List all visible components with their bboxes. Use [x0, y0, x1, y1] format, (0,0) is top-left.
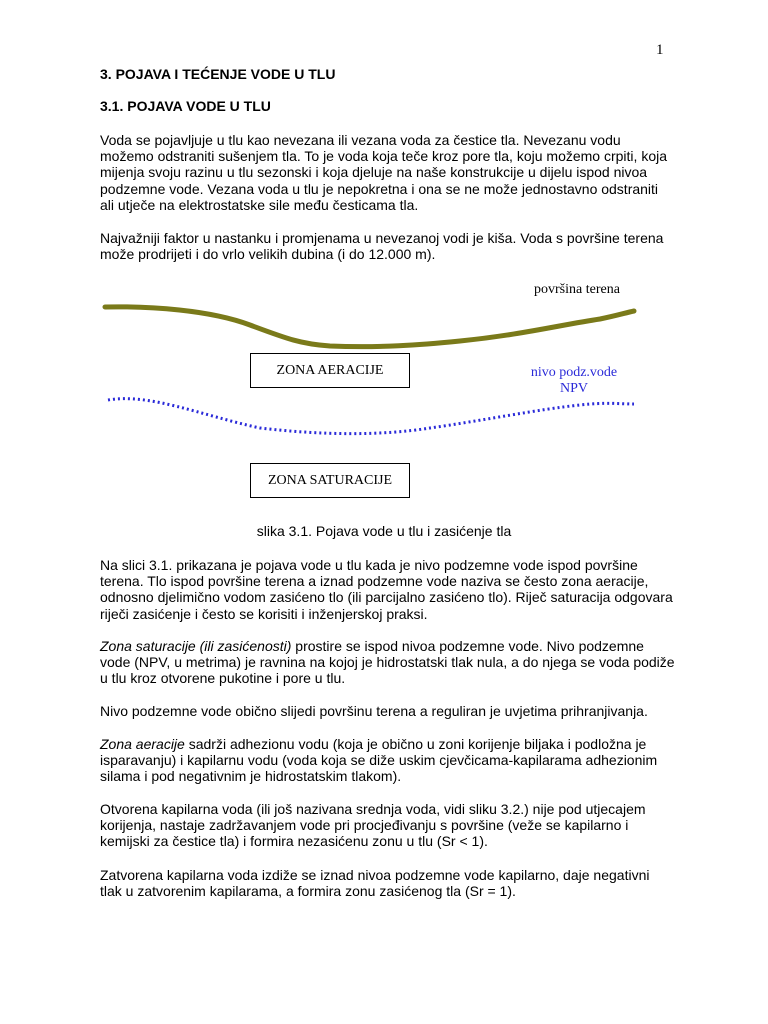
- page-number: 1: [656, 42, 664, 58]
- groundwater-label-line1: nivo podz.vode: [530, 365, 618, 380]
- paragraph-closed-capillary: Zatvorena kapilarna voda izdiže se iznad nivoa podzemne vode kapilarno, daje negativni tlak u zatvorenim kapilarama, a formira zonu zasićenog tla (Sr = 1).: [100, 867, 650, 900]
- figure-water-in-soil: [0, 282, 768, 505]
- paragraph-aeration-text: sadrži adhezionu vodu (koja je obično u zoni korijenje biljaka i podložna je isparavanju) i kapilarnu vodu (voda koja se diže uskim cjevčicama-kapilarama adhezionim silama i pod negativnim je hidrostatskim tlakom).: [100, 736, 658, 785]
- term-saturation-zone: Zona saturacije (ili zasićenosti): [100, 638, 292, 654]
- groundwater-label: [522, 365, 626, 397]
- paragraph-figure-description: Na slici 3.1. prikazana je pojava vode u tlu kada je nivo podzemne vode ispod površine terena. Tlo ispod površine terena a iznad podzemne vode naziva se često zona aeracije, odnosno djelimično vodom zasićeno tlo (ili parcijalno zasićeno tlo). Riječ saturacija odgovara riječi zasićenje i često se korisiti i inženjerskoj praksi.: [100, 557, 673, 622]
- saturation-zone-label: ZONA SATURACIJE: [267, 472, 393, 488]
- paragraph-saturation-zone: [100, 638, 675, 687]
- groundwater-label-line2: NPV: [559, 381, 588, 396]
- section-heading: 3.1. POJAVA VODE U TLU: [100, 98, 271, 114]
- ground-surface-line: [105, 307, 634, 347]
- paragraph-aeration-zone: [100, 736, 675, 785]
- aeration-zone-label: ZONA AERACIJE: [276, 362, 384, 378]
- groundwater-level-line: [108, 399, 634, 434]
- surface-label: površina terena: [534, 282, 620, 297]
- paragraph-saturation-text: prostire se ispod nivoa podzemne vode. Nivo podzemne vode (NPV, u metrima) je ravnina na kojoj je hidrostatski tlak nula, a do njega se voda podiže u tlu kroz otvorene pukotine i pore u tlu.: [100, 638, 675, 687]
- paragraph-groundwater-level: Nivo podzemne vode obično slijedi površinu terena a reguliran je uvjetima prihranjivanja.: [100, 703, 648, 719]
- paragraph-open-capillary: Otvorena kapilarna voda (ili još nazivana srednja voda, vidi sliku 3.2.) nije pod utjecajem korijenja, nastaje zadržavanjem vode pri procjeđivanju s površine (veže se kapilarno i kemijski za čestice tla) i formira nezasićenu zonu u tlu (Sr < 1).: [100, 801, 646, 850]
- saturation-zone-box: [250, 463, 410, 498]
- figure-caption: slika 3.1. Pojava vode u tlu i zasićenje tla: [256, 523, 512, 539]
- paragraph-rain: Najvažniji faktor u nastanku i promjenama u nevezanoj vodi je kiša. Voda s površine terena može prodrijeti i do vrlo velikih dubina (i do 12.000 m).: [100, 230, 664, 263]
- term-aeration-zone: Zona aeracije: [100, 736, 185, 752]
- aeration-zone-box: [250, 353, 410, 388]
- chapter-heading: 3. POJAVA I TEĆENJE VODE U TLU: [100, 66, 336, 82]
- paragraph-intro: Voda se pojavljuje u tlu kao nevezana ili vezana voda za čestice tla. Nevezanu vodu možemo odstraniti sušenjem tla. To je voda koja teče kroz pore tla, koju možemo crpiti, koja mijenja svoju razinu u tlu sezonski i koja djeluje na naše konstrukcije u dijelu ispod nivoa podzemne vode. Vezana voda u tlu je nepokretna i ona se ne može jednostavno odstraniti ali utječe na elektrostatske sile među česticama tla.: [100, 132, 667, 213]
